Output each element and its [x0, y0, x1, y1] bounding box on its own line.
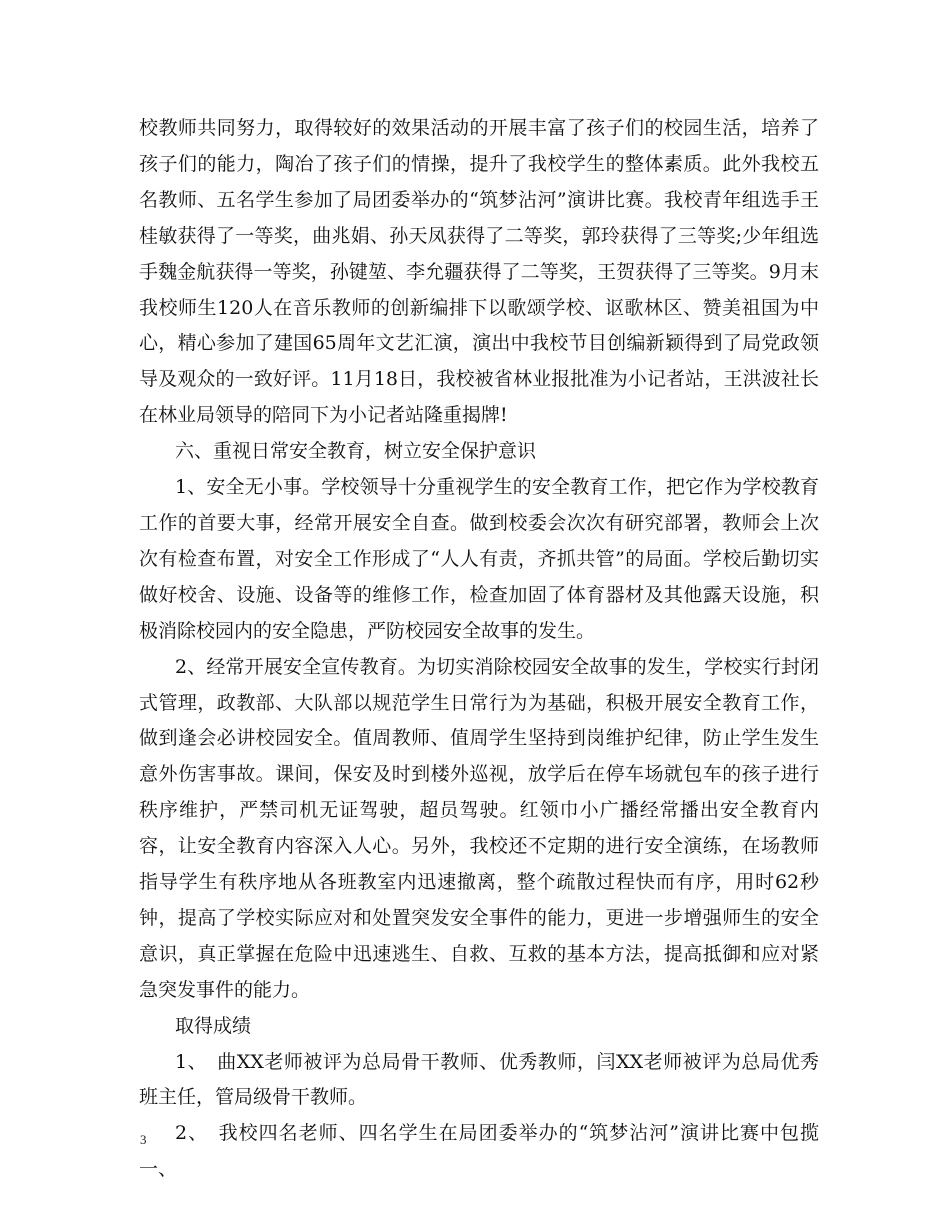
section-heading-achievements: 取得成绩: [175, 1014, 252, 1037]
page-number: 3: [140, 1132, 147, 1147]
paragraph-safety-first: 1、安全无小事。学校领导十分重视学生的安全教育工作，把它作为学校教育工作的首要大事，经常开展安全自查。做到校委会次次有研究部署，教师会上次次有检查布置，对安全工作形成了“人人有责，齐抓共管”的局面。学校后勤切实做好校舍、设施、设备等的维修工作，检查加固了体育器材及其他露天设施，积极消除校园内的安全隐患，严防校园安全故事的发生。: [139, 476, 819, 642]
paragraph-safety-publicity: 2、经常开展安全宣传教育。为切实消除校园安全故事的发生，学校实行封闭式管理，政教部、大队部以规范学生日常行为为基础，积极开展安全教育工作，做到逢会必讲校园安全。值周教师、值周学生坚持到岗维护纪律，防止学生发生意外伤害事故。课间，保安及时到楼外巡视，放学后在停车场就包车的孩子进行秩序维护，严禁司机无证驾驶，超员驾驶。红领巾小广播经常播出安全教育内容，让安全教育内容深入人心。另外，我校还不定期的进行安全演练，在场教师指导学生有秩序地从各班教室内迅速撤离，整个疏散过程快而有序，用时62秒钟，提高了学校实际应对和处置突发安全事件的能力，更进一步增强师生的安全意识，真正掌握在危险中迅速逃生、自救、互救的基本方法，提高抵御和应对紧急突发事件的能力。: [139, 655, 819, 1001]
section-heading-safety-education: 六、重视日常安全教育，树立安全保护意识: [175, 440, 537, 463]
document-body: [139, 111, 819, 1188]
achievement-item-1: 1、 曲XX老师被评为总局骨干教师、优秀教师，闫XX老师被评为总局优秀班主任，管局级骨干教师。: [139, 1050, 819, 1109]
paragraph-activities-continued: 校教师共同努力，取得较好的效果活动的开展丰富了孩子们的校园生活，培养了孩子们的能力，陶冶了孩子们的情操，提升了我校学生的整体素质。此外我校五名教师、五名学生参加了局团委举办的“筑梦沾河”演讲比赛。我校青年组选手王桂敏获得了一等奖，曲兆娟、孙天凤获得了二等奖，郭玲获得了三等奖;少年组选手魏金航获得一等奖，孙键堃、李允疆获得了二等奖，王贺获得了三等奖。9月末我校师生120人在音乐教师的创新编排下以歌颂学校、讴歌林区、赞美祖国为中心，精心参加了建国65周年文艺汇演，演出中我校节目创编新颖得到了局党政领导及观众的一致好评。11月18日，我校被省林业报批准为小记者站，王洪波社长在林业局领导的陪同下为小记者站隆重揭牌!: [139, 117, 819, 427]
achievement-item-2: 2、 我校四名老师、四名学生在局团委举办的“筑梦沾河”演讲比赛中包揽一、: [139, 1122, 819, 1181]
